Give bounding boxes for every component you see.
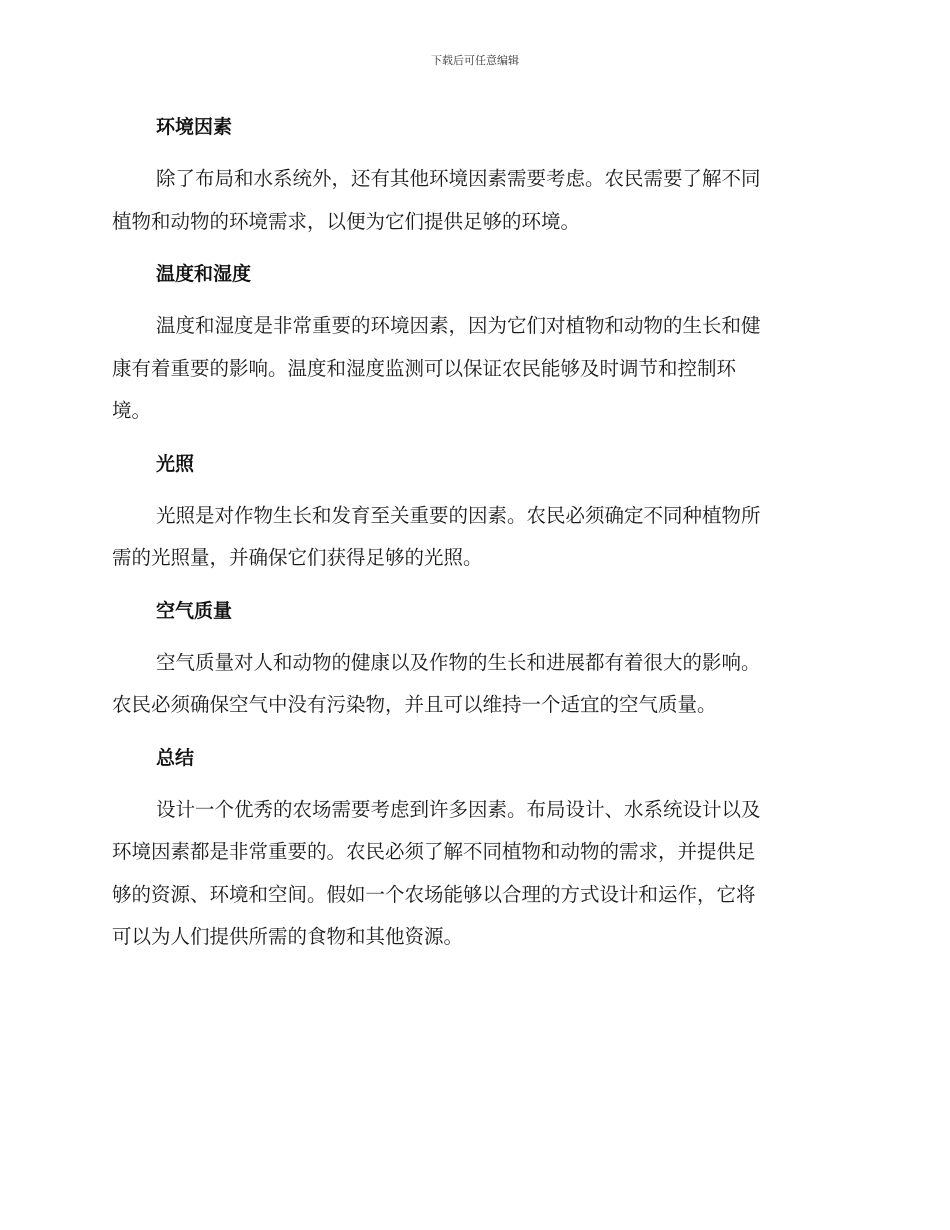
section-paragraph: 光照是对作物生长和发育至关重要的因素。农民必须确定不同种植物所 需的光照量，并确保它们获得足够的光照。 [112, 503, 761, 569]
section-lighting [112, 443, 830, 580]
section-heading: 环境因素 [156, 116, 233, 138]
section-heading: 总结 [156, 746, 195, 769]
section-paragraph: 温度和湿度是非常重要的环境因素，因为它们对植物和动物的生长和健 康有着重要的影响。温度和湿度监测可以保证农民能够及时调节和控制环 境。 [112, 314, 761, 422]
section-heading: 光照 [156, 452, 195, 475]
section-paragraph: 除了布局和水系统外，还有其他环境因素需要考虑。农民需要了解不同 植物和动物的环境需求，以便为它们提供足够的环境。 [112, 167, 761, 233]
section-heading: 温度和湿度 [156, 263, 252, 285]
section-summary [112, 737, 830, 959]
section-air-quality [112, 590, 830, 727]
section-temperature-humidity [112, 253, 830, 433]
section-environment-factors [112, 106, 830, 243]
section-heading: 空气质量 [156, 599, 233, 622]
section-paragraph: 设计一个优秀的农场需要考虑到许多因素。布局设计、水系统设计以及 环境因素都是非常重要的。农民必须了解不同植物和动物的需求，并提供足 够的资源、环境和空间。假如一个农场能够以合理的方式设计和运作，它将 可以为人们提供所需的食物和其他资源。 [112, 797, 761, 948]
document-body [112, 106, 830, 969]
section-paragraph: 空气质量对人和动物的健康以及作物的生长和进展都有着很大的影响。 农民必须确保空气中没有污染物，并且可以维持一个适宜的空气质量。 [112, 650, 761, 716]
page-header: 下载后可任意编辑 [431, 54, 519, 67]
